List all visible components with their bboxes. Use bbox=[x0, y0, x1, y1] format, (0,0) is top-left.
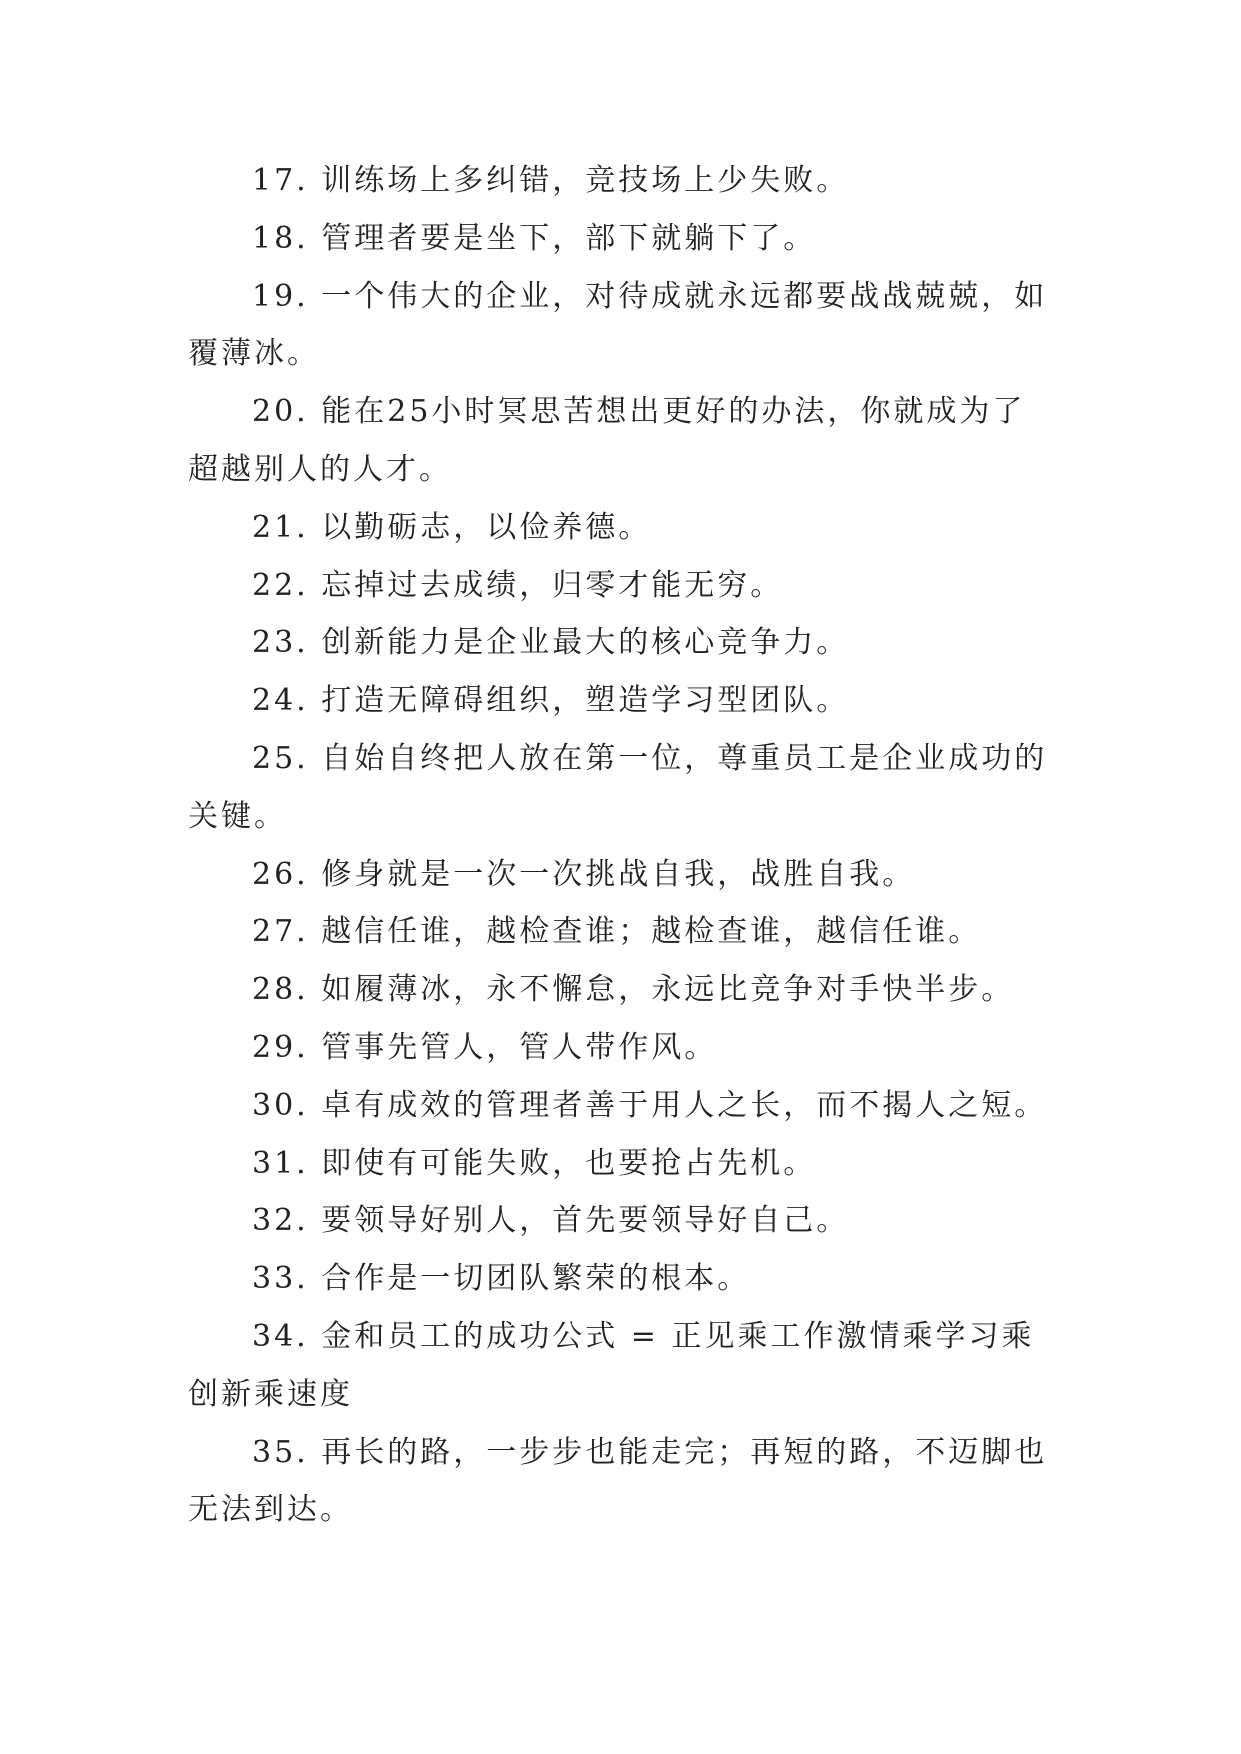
list-item: 17. 训练场上多纠错，竞技场上少失败。 bbox=[252, 163, 850, 198]
list-item: 18. 管理者要是坐下，部下就躺下了。 bbox=[252, 220, 817, 256]
list-item: 34. 金和员工的成功公式 = 正见乘工作激情乘学习乘创新乘速度 bbox=[188, 1318, 1035, 1412]
list-item: 28. 如履薄冰，永不懈怠，永远比竞争对手快半步。 bbox=[252, 972, 1015, 1008]
list-item: 32. 要领导好别人，首先要领导好自己。 bbox=[252, 1203, 850, 1239]
list-item: 33. 合作是一切团队繁荣的根本。 bbox=[252, 1261, 751, 1297]
list-item: 29. 管事先管人，管人带作风。 bbox=[252, 1029, 718, 1065]
list-item: 23. 创新能力是企业最大的核心竞争力。 bbox=[252, 625, 850, 661]
list-item: 19. 一个伟大的企业，对待成就永远都要战战兢兢，如覆薄冰。 bbox=[188, 278, 1048, 372]
list-item: 22. 忘掉过去成绩，归零才能无穷。 bbox=[252, 567, 784, 603]
list-item: 35. 再长的路，一步步也能走完；再短的路，不迈脚也无法到达。 bbox=[188, 1434, 1048, 1528]
list-item: 25. 自始自终把人放在第一位，尊重员工是企业成功的关键。 bbox=[188, 740, 1048, 834]
document-body bbox=[188, 152, 1058, 1539]
list-item: 27. 越信任谁，越检查谁；越检查谁，越信任谁。 bbox=[252, 914, 982, 950]
list-item: 26. 修身就是一次一次挑战自我，战胜自我。 bbox=[252, 856, 916, 892]
list-item: 31. 即使有可能失败，也要抢占先机。 bbox=[252, 1145, 817, 1181]
list-item: 30. 卓有成效的管理者善于用人之长，而不揭人之短。 bbox=[252, 1087, 1048, 1123]
list-item: 24. 打造无障碍组织，塑造学习型团队。 bbox=[252, 683, 850, 719]
list-item: 20. 能在25小时冥思苦想出更好的办法，你就成为了超越别人的人才。 bbox=[188, 394, 1026, 487]
list-item: 21. 以勤砺志，以俭养德。 bbox=[252, 509, 652, 545]
